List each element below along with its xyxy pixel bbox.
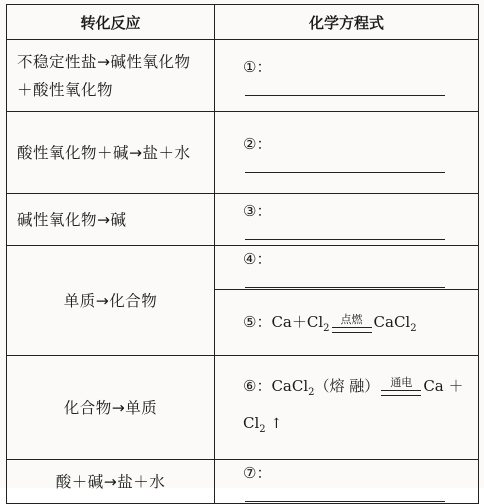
table-row: [7, 40, 479, 112]
table-row: [7, 356, 479, 460]
equation-cell: [215, 356, 479, 460]
answer-blank[interactable]: [245, 154, 445, 173]
answer-blank[interactable]: [245, 483, 445, 502]
eq6-subscript: 2: [308, 386, 315, 398]
eq6-equals-sign: [381, 390, 421, 396]
equation-label: ⑥：: [243, 376, 272, 395]
table-row: [7, 246, 479, 290]
reaction-cell: 酸＋碱→盐＋水: [7, 460, 215, 504]
header-equation: 化学方程式: [215, 5, 479, 40]
table-row: [7, 460, 479, 504]
eq5-subscript: 2: [323, 323, 330, 334]
equation-label: ⑦：: [243, 463, 272, 482]
eq5-condition: [332, 314, 372, 333]
equation-cell: [215, 40, 479, 112]
eq6-product2-subscript: 2: [259, 423, 266, 435]
eq5-product: CaCl: [373, 313, 411, 331]
eq6-product1: Ca ＋: [423, 376, 464, 395]
eq6-reactant: CaCl: [271, 376, 309, 395]
equation-label: ④：: [243, 249, 272, 268]
eq5-reactants: Ca＋Cl: [271, 313, 324, 331]
equation-label: ③：: [243, 201, 272, 220]
equation-cell: [215, 194, 479, 246]
equation-cell: [215, 246, 479, 290]
table-row: [7, 194, 479, 246]
gas-arrow-icon: ↑: [270, 415, 283, 432]
table-row: [7, 112, 479, 194]
answer-blank[interactable]: [245, 269, 445, 288]
answer-blank[interactable]: [245, 77, 445, 96]
equation-cell: [215, 112, 479, 194]
reaction-cell: 不稳定性盐→碱性氧化物＋酸性氧化物: [7, 40, 215, 112]
answer-blank[interactable]: [245, 221, 445, 240]
reaction-cell: 化合物→单质: [7, 356, 215, 460]
eq6-condition: [381, 377, 421, 396]
eq5-equals-sign: [332, 327, 372, 333]
reaction-cell: 单质→化合物: [7, 246, 215, 356]
eq6-product2: Cl: [243, 413, 260, 432]
eq5-product-subscript: 2: [410, 323, 417, 334]
equation-label: ②：: [243, 134, 272, 153]
header-reaction: 转化反应: [7, 5, 215, 40]
equation-cell: [215, 460, 479, 504]
eq5-condition-text: 点燃: [340, 312, 363, 326]
equation-label: ⑤：: [243, 313, 272, 331]
equation-cell: [215, 290, 479, 356]
header-row: [7, 5, 479, 40]
eq6-condition-text: 通电: [390, 376, 413, 389]
reaction-table: [6, 4, 479, 504]
eq6-state: （熔 融）: [314, 376, 380, 395]
equation-label: ①：: [243, 57, 272, 76]
reaction-cell: 酸性氧化物＋碱→盐＋水: [7, 112, 215, 194]
reaction-cell: 碱性氧化物→碱: [7, 194, 215, 246]
